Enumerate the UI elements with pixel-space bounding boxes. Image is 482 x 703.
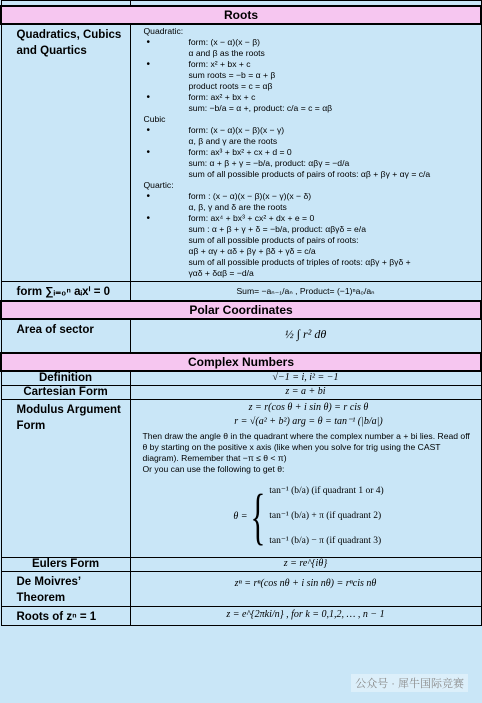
bullet-line: • form: (x − α)(x − β)(x − γ) <box>144 125 481 136</box>
section-title: Polar Coordinates <box>1 301 481 319</box>
row-label: Quadratics, Cubics and Quartics <box>1 24 130 282</box>
modulus-explanation-2: Or you can use the following to get θ: <box>142 464 285 474</box>
quartic-list <box>144 191 481 279</box>
row-definition <box>1 371 481 386</box>
row-eulers <box>1 558 481 572</box>
theta-cases <box>143 479 475 554</box>
bullet-line: • form: ax⁴ + bx³ + cx² + dx + e = 0 <box>144 213 481 224</box>
bullet-line: • form: (x − α)(x − β) <box>144 37 481 48</box>
watermark: 公众号 · 犀牛国际竞赛 <box>351 674 468 692</box>
row-roots-of-unity <box>1 607 481 626</box>
bullet-line: • form: ax² + bx + c <box>144 92 481 103</box>
row-cartesian <box>1 386 481 400</box>
formula-line: sum: α + β + γ = −b/a, product: αβγ = −d/a <box>188 158 350 168</box>
cubic-list <box>144 125 481 180</box>
quartic-header: Quartic: <box>143 180 174 190</box>
section-title: Complex Numbers <box>1 353 481 371</box>
definition-formula: √−1 = i, i² = −1 <box>130 371 481 386</box>
case-quadrant-1-4: tan⁻¹ (b/a) (if quadrant 1 or 4) <box>269 486 384 496</box>
row-quadratics-cubics-quartics <box>1 24 481 282</box>
row-label: Cartesian Form <box>1 386 130 400</box>
modulus-content <box>130 400 481 558</box>
modulus-formula-2: r = √(a² + b²) arg = θ = tan⁻¹ (|b/a|) <box>234 416 383 427</box>
sum-product-formula: Sum= −aₙ₋₁/aₙ , Product= (−1)ⁿa₀/aₙ <box>130 282 481 302</box>
formula-line: sum roots = −b = α + β <box>188 70 276 80</box>
formula-line: α, β and γ are the roots <box>188 136 278 146</box>
formula-line: α, β, γ and δ are the roots <box>188 202 287 212</box>
modulus-explanation: Then draw the angle θ in the quadrant where the complex number a + bi lies. Read off θ by starting on the positive x axis (like when you solve for trig using the CAST diagram). Remember that −π ≤ θ < π) <box>142 431 470 463</box>
formula-line: sum of all possible products of triples of roots: αβγ + βγδ + <box>188 257 411 267</box>
roots-of-unity-formula: z = e^{2πki/n} , for k = 0,1,2, … , n − 1 <box>130 607 481 626</box>
row-label: Eulers Form <box>1 558 130 572</box>
quadratic-header: Quadratic: <box>143 26 184 36</box>
section-header-polar <box>1 301 481 319</box>
section-header-roots <box>1 6 481 24</box>
formula-line: sum : α + β + γ + δ = −b/a, product: αβγδ = e/a <box>188 224 366 234</box>
modulus-formula-1: z = r(cos θ + i sin θ) = r cis θ <box>248 402 369 413</box>
formula-line: sum: −b/a = α +, product: c/a = c = αβ <box>188 103 333 113</box>
row-de-moivre <box>1 572 481 607</box>
left-brace: { <box>250 482 266 551</box>
row-label: Definition <box>1 371 130 386</box>
eulers-formula: z = re^{iθ} <box>130 558 481 572</box>
bullet-line: • form : (x − α)(x − β)(x − γ)(x − δ) <box>144 191 481 202</box>
row-general-form <box>1 282 481 302</box>
formula-line: α and β as the roots <box>188 48 265 58</box>
row-modulus-argument <box>1 400 481 558</box>
formula-line: product roots = c = αβ <box>188 81 273 91</box>
section-title: Roots <box>1 6 481 24</box>
row-label: form ∑ᵢ₌₀ⁿ aᵢxⁱ = 0 <box>1 282 130 302</box>
roots-content <box>130 24 481 282</box>
bullet-line: • form: ax³ + bx² + cx + d = 0 <box>144 147 481 158</box>
row-label: Roots of zⁿ = 1 <box>1 607 130 626</box>
formula-line: sum of all possible products of pairs of roots: αβ + βγ + αγ = c/a <box>188 169 431 179</box>
quadratic-list <box>144 37 481 114</box>
case-lines <box>269 479 383 554</box>
case-quadrant-2: tan⁻¹ (b/a) + π (if quadrant 2) <box>269 511 382 521</box>
de-moivre-formula: zⁿ = rⁿ(cos nθ + i sin nθ) = rⁿcis nθ <box>130 572 481 607</box>
row-label: Area of sector <box>1 319 130 353</box>
formula-line: γαδ + δαβ = −d/a <box>188 268 254 278</box>
area-formula: ½ ∫ r² dθ <box>130 319 481 353</box>
case-quadrant-3: tan⁻¹ (b/a) − π (if quadrant 3) <box>269 536 382 546</box>
theta-lhs: θ = <box>233 511 248 522</box>
row-label: De Moivres’ Theorem <box>1 572 130 607</box>
section-header-complex <box>1 353 481 371</box>
row-area-of-sector <box>1 319 481 353</box>
cartesian-formula: z = a + bi <box>130 386 481 400</box>
bullet-line: • form: x² + bx + c <box>144 59 481 70</box>
row-label: Modulus Argument Form <box>1 400 130 558</box>
formula-line: sum of all possible products of pairs of roots: <box>188 235 359 245</box>
cubic-header: Cubic <box>143 114 166 124</box>
formula-line: αβ + αγ + αδ + βγ + βδ + γδ = c/a <box>188 246 316 256</box>
